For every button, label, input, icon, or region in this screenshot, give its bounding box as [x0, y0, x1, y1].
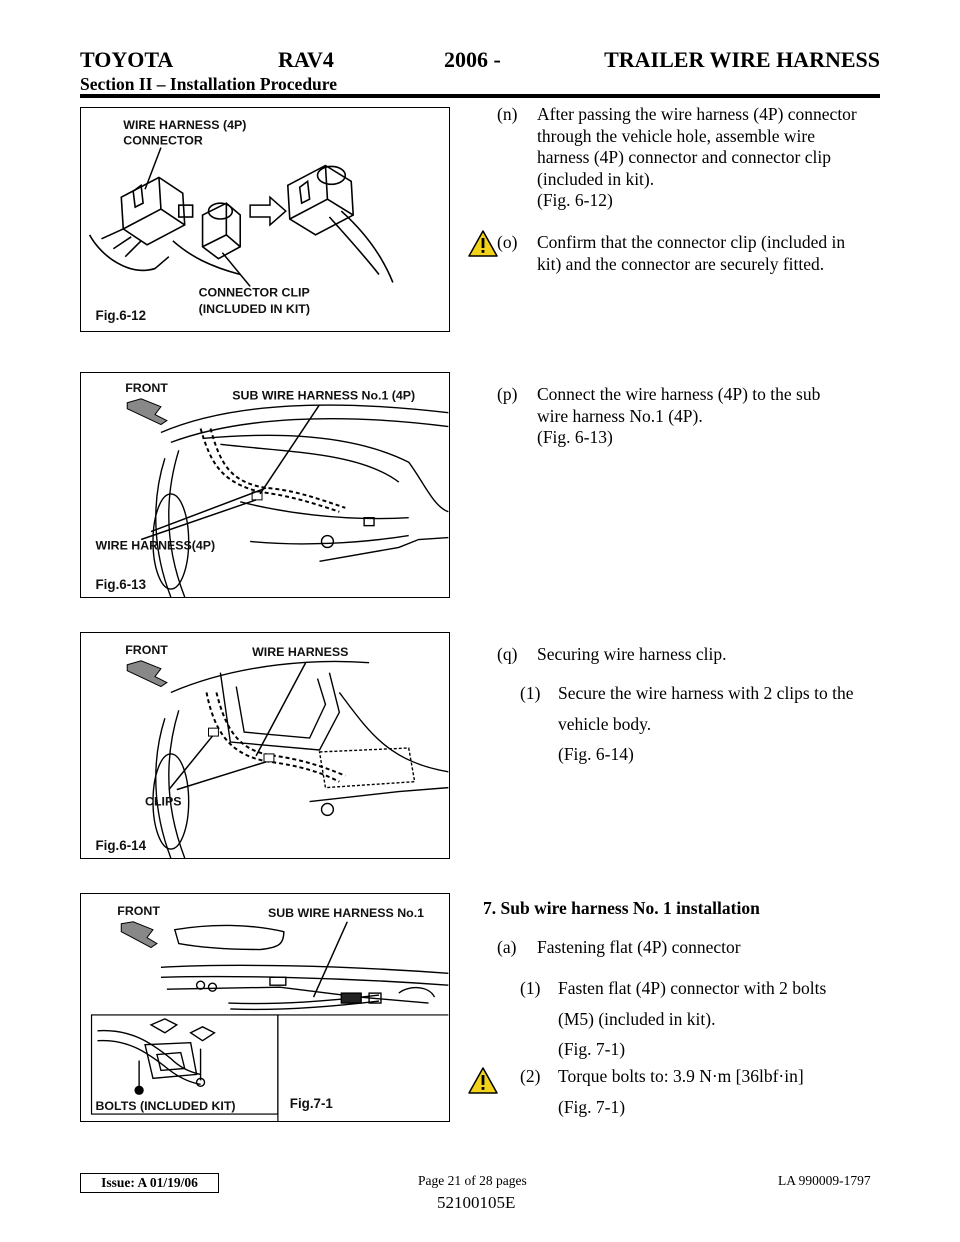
document-number: LA 990009-1797	[778, 1173, 871, 1188]
label-wire-harness-connector: WIRE HARNESS (4P)	[123, 117, 247, 132]
header-rule	[80, 94, 880, 98]
figure-6-13	[80, 372, 450, 598]
label-front: FRONT	[125, 642, 168, 657]
header-year: 2006 -	[444, 47, 501, 72]
step-label: (2)	[520, 1066, 541, 1086]
step-body	[537, 644, 887, 666]
step-line: Torque bolts to: 3.9 N·m [36lbf·in]	[558, 1066, 804, 1086]
step-line: (Fig. 6-13)	[537, 427, 613, 447]
step-line: (included in kit).	[537, 168, 655, 189]
page-header	[80, 47, 880, 75]
issue-badge: Issue: A 01/19/06	[80, 1173, 219, 1193]
step-line: harness (4P) connector and connector clip	[537, 147, 831, 167]
header-title: TRAILER WIRE HARNESS	[604, 47, 880, 72]
section-7-heading: 7. Sub wire harness No. 1 installation	[483, 898, 760, 918]
step-line: kit) and the connector are securely fitted.	[537, 253, 825, 274]
label-connector-clip: CONNECTOR CLIP	[198, 285, 310, 300]
step-line: Securing wire harness clip.	[537, 644, 727, 664]
harness-clips-illustration	[81, 633, 449, 858]
step-line: After passing the wire harness (4P) connector	[537, 104, 857, 124]
step-line: Fastening flat (4P) connector	[537, 937, 741, 957]
warning-icon	[467, 229, 499, 258]
section-title: Section II – Installation Procedure	[80, 74, 337, 94]
rear-bumper-illustration	[81, 373, 449, 597]
figure-caption: Fig.6-13	[95, 577, 147, 593]
warning-icon	[467, 1066, 499, 1095]
label-included-in-kit: (INCLUDED IN KIT)	[198, 302, 310, 317]
step-label: (a)	[497, 937, 517, 957]
step-line: (M5) (included in kit).	[558, 1008, 716, 1029]
flat-connector-illustration	[81, 894, 449, 1121]
step-label: (1)	[520, 978, 541, 998]
figure-caption: Fig.6-12	[95, 308, 147, 324]
step-label: (n)	[497, 104, 518, 124]
label-sub-wire-harness: SUB WIRE HARNESS No.1 (4P)	[232, 388, 416, 403]
figure-caption: Fig.6-14	[95, 838, 147, 854]
step-body	[558, 1066, 888, 1127]
part-number: 52100105E	[437, 1193, 516, 1212]
step-line: (Fig. 7-1)	[558, 1096, 626, 1117]
label-clips: CLIPS	[145, 794, 182, 809]
step-line: (Fig. 6-14)	[558, 744, 634, 764]
connector-illustration	[81, 108, 449, 331]
step-line: vehicle body.	[558, 713, 652, 734]
step-body	[537, 384, 887, 449]
header-model: RAV4	[278, 47, 334, 72]
step-line: (Fig. 7-1)	[558, 1039, 626, 1059]
step-line: wire harness No.1 (4P).	[537, 405, 703, 426]
step-body	[537, 937, 887, 959]
label-wire-harness: WIRE HARNESS	[252, 644, 349, 659]
step-label: (o)	[497, 232, 518, 252]
header-make: TOYOTA	[80, 47, 174, 72]
step-line: Secure the wire harness with 2 clips to the	[558, 683, 854, 703]
step-line: Connect the wire harness (4P) to the sub	[537, 384, 821, 404]
label-wire-harness-4p: WIRE HARNESS(4P)	[95, 538, 216, 553]
figure-caption: Fig.7-1	[289, 1096, 333, 1112]
step-label: (1)	[520, 683, 541, 703]
step-label: (q)	[497, 644, 518, 664]
step-line: Fasten flat (4P) connector with 2 bolts	[558, 978, 827, 998]
step-line: Confirm that the connector clip (included in	[537, 232, 846, 252]
page-number: Page 21 of 28 pages	[418, 1173, 527, 1188]
step-label: (p)	[497, 384, 518, 404]
step-line: through the vehicle hole, assemble wire	[537, 125, 815, 146]
label-bolts: BOLTS (INCLUDED KIT)	[95, 1099, 236, 1114]
figure-7-1	[80, 893, 450, 1122]
step-body	[537, 232, 887, 275]
figure-6-14	[80, 632, 450, 859]
label-connector: CONNECTOR	[123, 133, 203, 148]
step-body	[537, 104, 887, 212]
step-body	[558, 683, 888, 775]
step-body	[558, 978, 888, 1070]
figure-6-12	[80, 107, 450, 332]
label-front: FRONT	[117, 903, 160, 918]
label-sub-wire-harness: SUB WIRE HARNESS No.1	[267, 905, 425, 920]
step-line: (Fig. 6-12)	[537, 190, 613, 210]
label-front: FRONT	[125, 380, 168, 395]
